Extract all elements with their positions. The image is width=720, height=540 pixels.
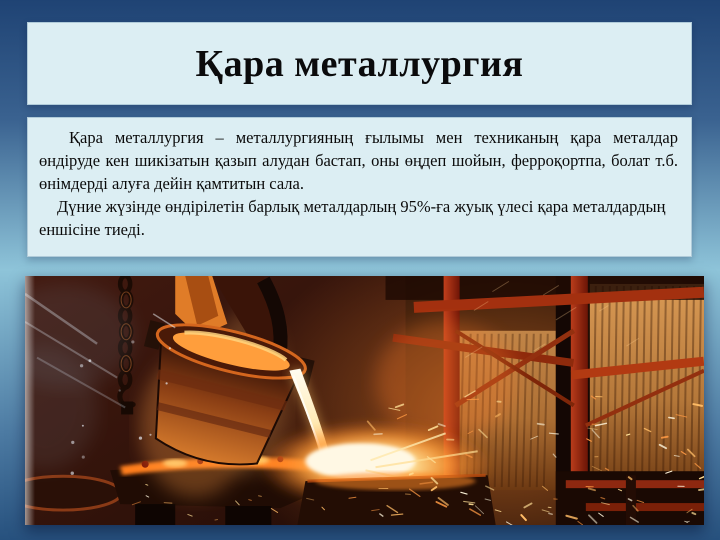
slide-title: Қара металлургия <box>195 42 524 85</box>
receiving-mold <box>297 472 495 525</box>
body-paragraph-2: Дүние жүзінде өндірілетін барлық металдарлың 95%-ға жуық үлесі қара металдардың еншісіне тиеді. <box>39 197 666 239</box>
steel-mill-scene <box>25 276 704 525</box>
body-paragraph-1: Қара металлургия – металлургияның ғылымы мен техниканың қара металдар өндіруде кен шикізатын қазып алудан бастап, оны өңдеп шойын, ферроқортпа, болат т.б. өнімдерді алуға дейін қамтитын сала. <box>39 128 678 193</box>
body-text-box <box>27 117 692 257</box>
steel-mill-photo <box>25 276 704 525</box>
title-box <box>27 22 692 105</box>
